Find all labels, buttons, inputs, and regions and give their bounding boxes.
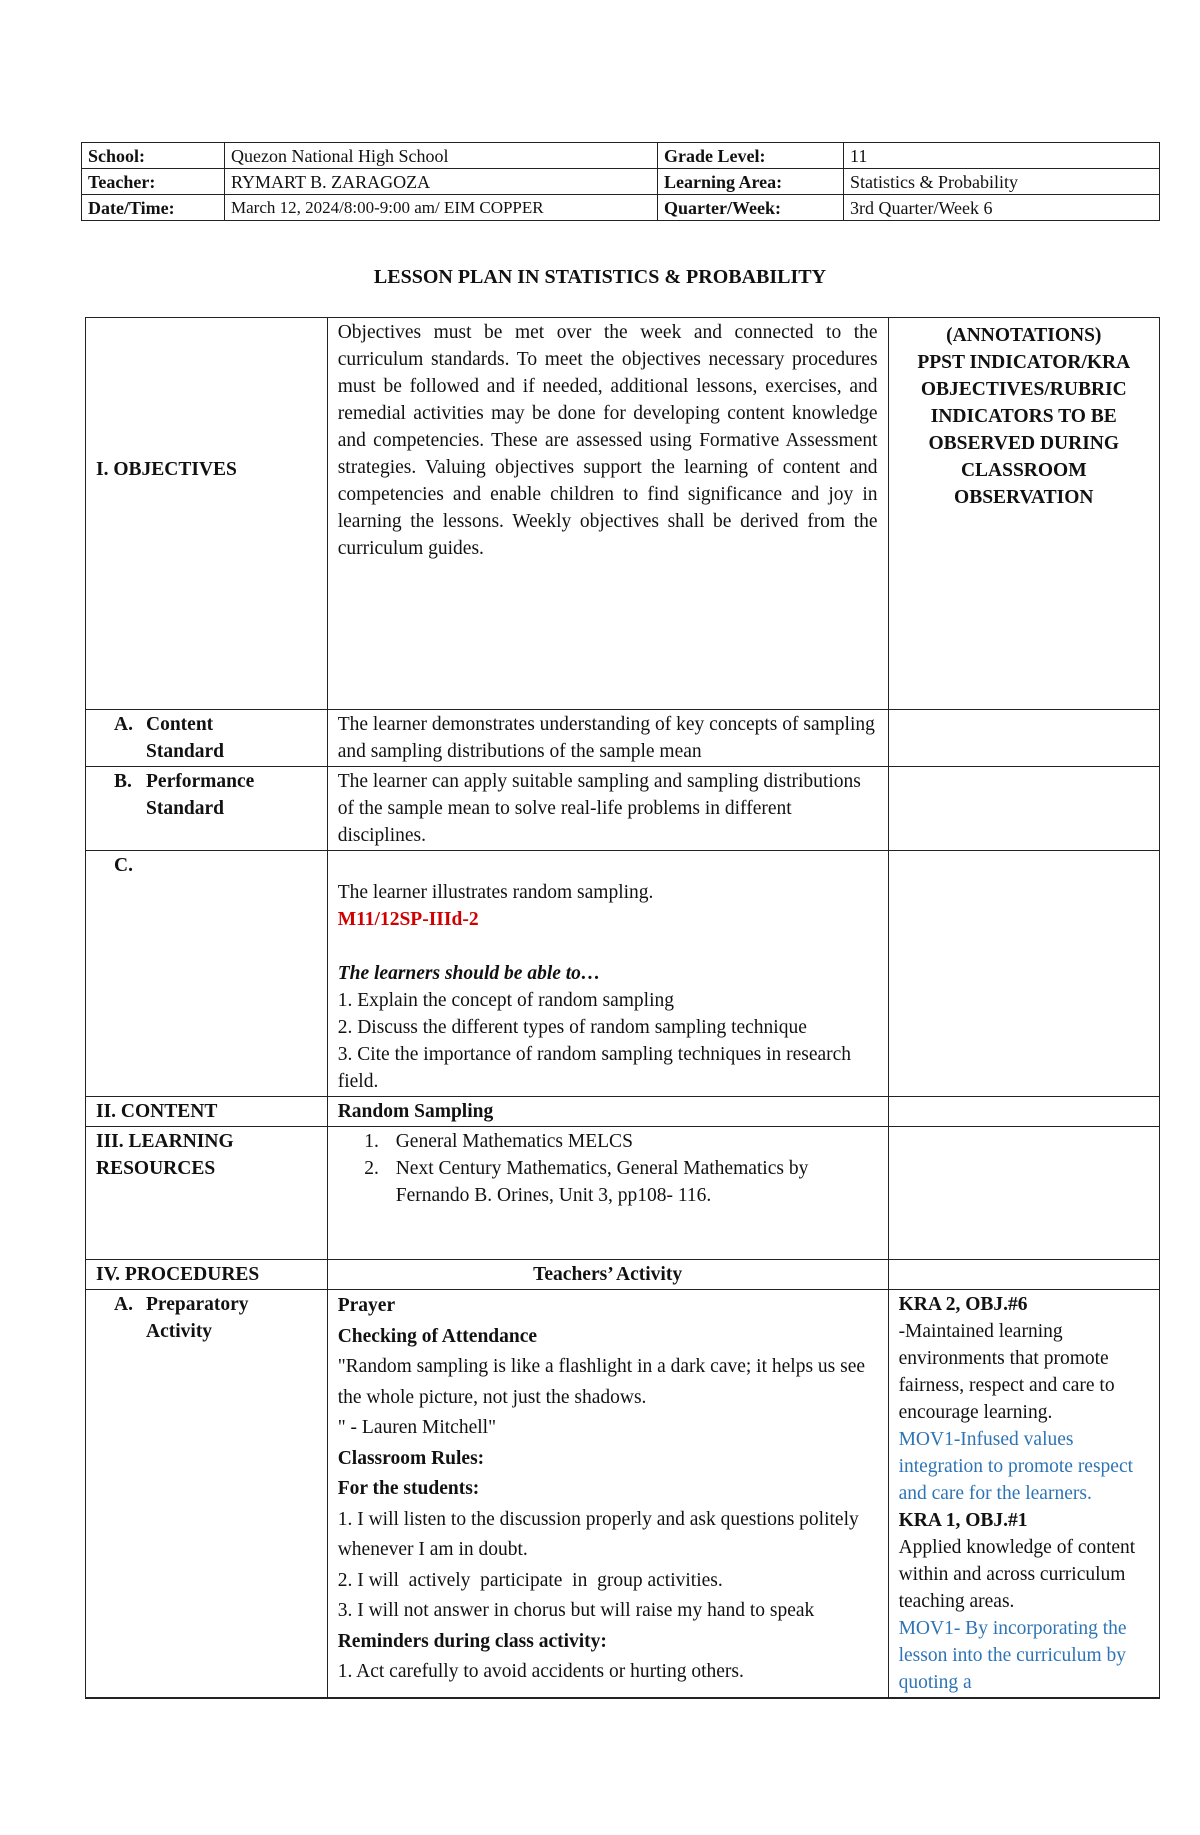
resources-cell	[327, 1127, 888, 1260]
content-standard-label	[86, 710, 328, 767]
kra-text: Applied knowledge of content within and across curriculum teaching areas.	[898, 1537, 1136, 1612]
objectives-label: I. OBJECTIVES	[86, 318, 328, 710]
rule-item: 3. I will not answer in chorus but will raise my hand to speak	[337, 1600, 815, 1621]
content-row	[86, 1097, 1160, 1127]
item-letter: A.	[114, 1294, 133, 1315]
competency-statement: The learner illustrates random sampling.	[337, 882, 654, 903]
school-label: School:	[82, 143, 225, 169]
empty-cell	[888, 710, 1159, 767]
quote-text: "Random sampling is like a flashlight in a dark cave; it helps us see the whole picture, not just the shadows.	[337, 1356, 866, 1408]
empty-cell	[888, 1097, 1159, 1127]
empty-cell	[888, 851, 1159, 1097]
preparatory-label	[86, 1290, 328, 1699]
resources-row	[86, 1127, 1160, 1260]
performance-standard-label	[86, 767, 328, 851]
resource-item: 1. General Mathematics MELCS	[384, 1128, 878, 1155]
area-label: Learning Area:	[658, 169, 844, 195]
preparatory-row	[86, 1290, 1160, 1699]
label-line: Standard	[146, 741, 225, 762]
label-line: Performance	[146, 771, 255, 792]
grade-value: 11	[844, 143, 1160, 169]
kra-text: -Maintained learning environments that promote fairness, respect and care to encourage learning.	[898, 1321, 1115, 1423]
grade-label: Grade Level:	[658, 143, 844, 169]
area-value: Statistics & Probability	[844, 169, 1160, 195]
quote-author: " - Lauren Mitchell"	[337, 1417, 497, 1438]
item-letter: C.	[114, 855, 133, 876]
competency-item: 2. Discuss the different types of random sampling technique	[337, 1017, 807, 1038]
resource-item: 2. Next Century Mathematics, General Mathematics by Fernando B. Orines, Unit 3, pp108- 116.	[384, 1155, 878, 1209]
resources-label	[86, 1127, 328, 1260]
mov-text: MOV1-Infused values integration to promote respect and care for the learners.	[898, 1429, 1134, 1504]
empty-cell	[888, 1260, 1159, 1290]
content-standard-row	[86, 710, 1160, 767]
quarter-label: Quarter/Week:	[658, 195, 844, 221]
objectives-row	[86, 318, 1160, 710]
header-table	[81, 142, 1160, 221]
quarter-value: 3rd Quarter/Week 6	[844, 195, 1160, 221]
item-letter: A.	[114, 714, 133, 735]
competency-label	[86, 851, 328, 1097]
label-line: III. LEARNING	[96, 1131, 234, 1152]
rule-item: 2. I will actively participate in group activities.	[337, 1569, 723, 1591]
item-letter: B.	[114, 771, 132, 792]
kra-cell	[888, 1290, 1159, 1699]
competency-code: M11/12SP-IIId-2	[337, 909, 479, 930]
date-value: March 12, 2024/8:00-9:00 am/ EIM COPPER	[225, 195, 658, 221]
prayer-heading: Prayer	[337, 1295, 396, 1316]
page-title: LESSON PLAN IN STATISTICS & PROBABILITY	[373, 266, 827, 288]
teachers-activity-header: Teachers’ Activity	[327, 1260, 888, 1290]
label-line: Activity	[146, 1321, 213, 1342]
competency-cell	[327, 851, 888, 1097]
annotation-line: (ANNOTATIONS)	[946, 325, 1102, 346]
empty-cell	[888, 1127, 1159, 1260]
competency-lead: The learners should be able to…	[337, 963, 601, 984]
annotation-line: OBSERVED DURING	[928, 433, 1120, 454]
performance-standard-row	[86, 767, 1160, 851]
objectives-text: Objectives must be met over the week and connected to the curriculum standards. To meet the objectives necessary procedures must be followed and if needed, additional lessons, exercises, and remedial activities may be done for developing content knowledge and competencies. These are assessed using Formative Assessment strategies. Valuing objectives support the learning of content and competencies and enable children to find significance and joy in learning the lessons. Weekly objectives shall be derived from the curriculum guides.	[327, 318, 888, 710]
competency-item: 1. Explain the concept of random sampling	[337, 990, 675, 1011]
date-label: Date/Time:	[82, 195, 225, 221]
annotation-line: INDICATORS TO BE	[930, 406, 1117, 427]
mov-text: MOV1- By incorporating the lesson into the curriculum by quoting a	[898, 1618, 1127, 1693]
kra-title: KRA 1, OBJ.#1	[898, 1510, 1028, 1531]
preparatory-cell	[327, 1290, 888, 1699]
content-standard-text: The learner demonstrates understanding of key concepts of sampling and sampling distributions of the sample mean	[327, 710, 888, 767]
content-value: Random Sampling	[327, 1097, 888, 1127]
teacher-value: RYMART B. ZARAGOZA	[225, 169, 658, 195]
content-label: II. CONTENT	[86, 1097, 328, 1127]
reminder-item: 1. Act carefully to avoid accidents or hurting others.	[337, 1661, 744, 1682]
annotation-line: CLASSROOM	[960, 460, 1087, 481]
procedures-row	[86, 1260, 1160, 1290]
label-line: Content	[146, 714, 214, 735]
procedures-label: IV. PROCEDURES	[86, 1260, 328, 1290]
students-heading: For the students:	[337, 1478, 480, 1499]
label-line: Standard	[146, 798, 225, 819]
annotation-line: PPST INDICATOR/KRA	[917, 352, 1131, 373]
kra-title: KRA 2, OBJ.#6	[898, 1294, 1028, 1315]
competency-item: 3. Cite the importance of random sampling techniques in research field.	[337, 1044, 852, 1092]
rules-heading: Classroom Rules:	[337, 1447, 485, 1469]
rule-item: 1. I will listen to the discussion properly and ask questions politely whenever I am in doubt.	[337, 1508, 859, 1560]
empty-cell	[888, 767, 1159, 851]
lesson-plan-table	[85, 317, 1160, 1699]
annotation-line: OBSERVATION	[954, 487, 1094, 508]
label-line: RESOURCES	[96, 1158, 216, 1179]
performance-standard-text: The learner can apply suitable sampling and sampling distributions of the sample mean to solve real-life problems in different disciplines.	[327, 767, 888, 851]
annotation-header	[888, 318, 1159, 710]
label-line: Preparatory	[146, 1294, 249, 1315]
attendance-heading: Checking of Attendance	[337, 1325, 538, 1347]
school-value: Quezon National High School	[225, 143, 658, 169]
annotation-line: OBJECTIVES/RUBRIC	[920, 379, 1127, 400]
reminders-heading: Reminders during class activity:	[337, 1630, 607, 1652]
teacher-label: Teacher:	[82, 169, 225, 195]
competency-row	[86, 851, 1160, 1097]
